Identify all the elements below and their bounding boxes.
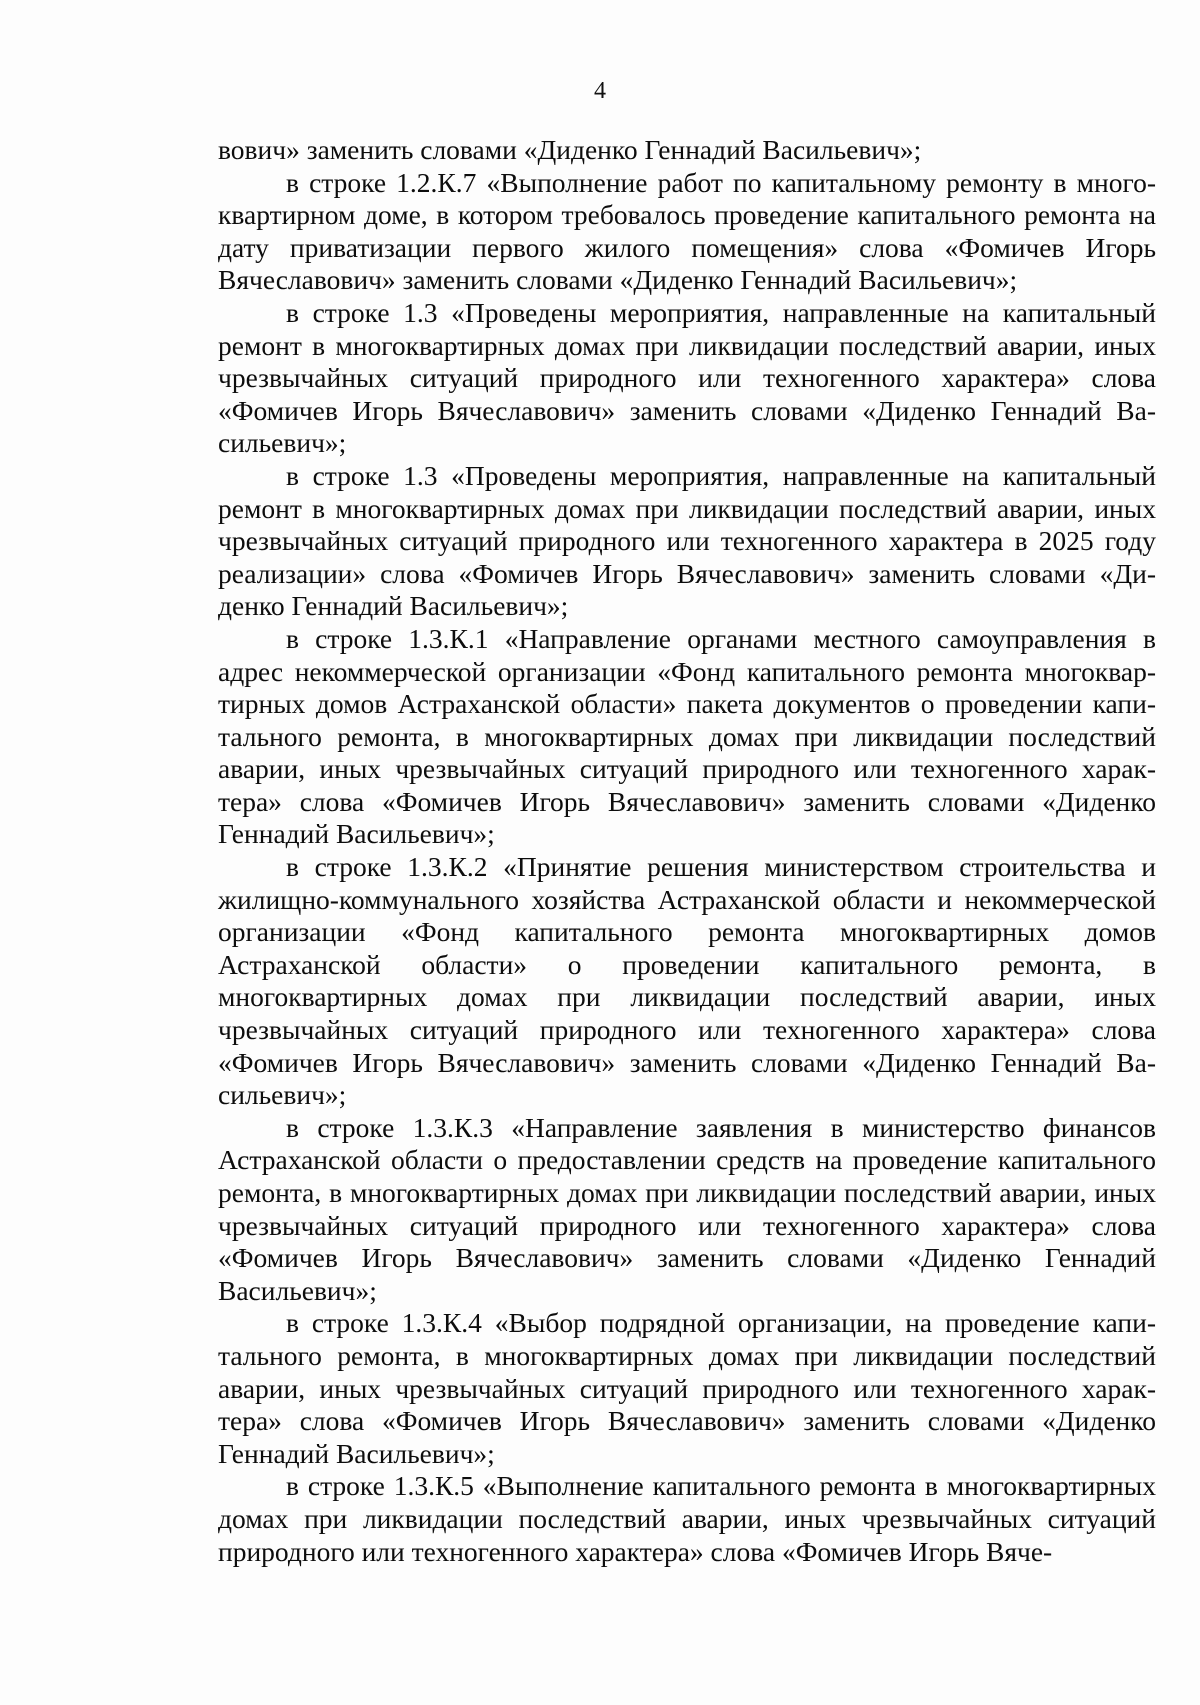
document-body: [218, 134, 1156, 1568]
paragraph-continuation: вович» заменить словами «Диденко Геннадий Васильевич»;: [218, 134, 922, 165]
paragraph-row-1-3: в строке 1.3 «Проведены мероприятия, направленные на капитальный ремонт в многоквартирных домах при ликвидации последствий аварии, иных чрезвычайных ситуаций природного или техногенного характера» слова «Фомичев Игорь Вячеславович» заменить словами «Диденко Геннадий Васильевич»;: [218, 296, 1156, 459]
paragraph-row-1-3-2025: в строке 1.3 «Проведены мероприятия, направленные на капитальный ремонт в многоквартирных домах при ликвидации последствий аварии, иных чрезвычайных ситуаций природного или техногенного характера в 2025 году реализации» слова «Фомичев Игорь Вячеславович» заменить словами «Диденко Геннадий Васильевич»;: [218, 459, 1156, 622]
paragraph-row-1-3-k-2: в строке 1.3.К.2 «Принятие решения министерством строительства и жилищно-коммунального хозяйства Астраханской области и некоммерческой организации «Фонд капитального ремонта многоквартирных домов Астраханской области» о проведении капитального ремонта, в многоквартирных домах при ликвидации последствий аварии, иных чрезвычайных ситуаций природного или техногенного характера» слова «Фомичев Игорь Вячеславович» заменить словами «Диденко Геннадий Васильевич»;: [218, 851, 1156, 1111]
paragraph-row-1-2-k-7: в строке 1.2.К.7 «Выполнение работ по капитальному ремонту в многоквартирном доме, в котором требовалось проведение капитального ремонта на дату приватизации первого жилого помещения» слова «Фомичев Игорь Вячеславович» заменить словами «Диденко Геннадий Васильевич»;: [218, 166, 1156, 296]
paragraph-row-1-3-k-4: в строке 1.3.К.4 «Выбор подрядной организации, на проведение капитального ремонта, в многоквартирных домах при ликвидации последствий аварии, иных чрезвычайных ситуаций природного или техногенного характера» слова «Фомичев Игорь Вячеславович» заменить словами «Диденко Геннадий Васильевич»;: [218, 1307, 1156, 1469]
paragraph-row-1-3-k-1: в строке 1.3.К.1 «Направление органами местного самоуправления в адрес некоммерческой организации «Фонд капитального ремонта многоквартирных домов Астраханской области» пакета документов о проведении капитального ремонта, в многоквартирных домах при ликвидации последствий аварии, иных чрезвычайных ситуаций природного или техногенного характера» слова «Фомичев Игорь Вячеславович» заменить словами «Диденко Геннадий Васильевич»;: [218, 622, 1156, 850]
paragraph-row-1-3-k-3: в строке 1.3.К.3 «Направление заявления в министерство финансов Астраханской области о предоставлении средств на проведение капитального ремонта, в многоквартирных домах при ликвидации последствий аварии, иных чрезвычайных ситуаций природного или техногенного характера» слова «Фомичев Игорь Вячеславович» заменить словами «Диденко Геннадий Васильевич»;: [218, 1111, 1156, 1306]
paragraph-row-1-3-k-5: в строке 1.3.К.5 «Выполнение капитального ремонта в многоквартирных домах при ликвидации последствий аварии, иных чрезвычайных ситуаций природного или техногенного характера» слова «Фомичев Игорь Вяче-: [218, 1470, 1156, 1567]
page-number: 4: [594, 78, 606, 104]
